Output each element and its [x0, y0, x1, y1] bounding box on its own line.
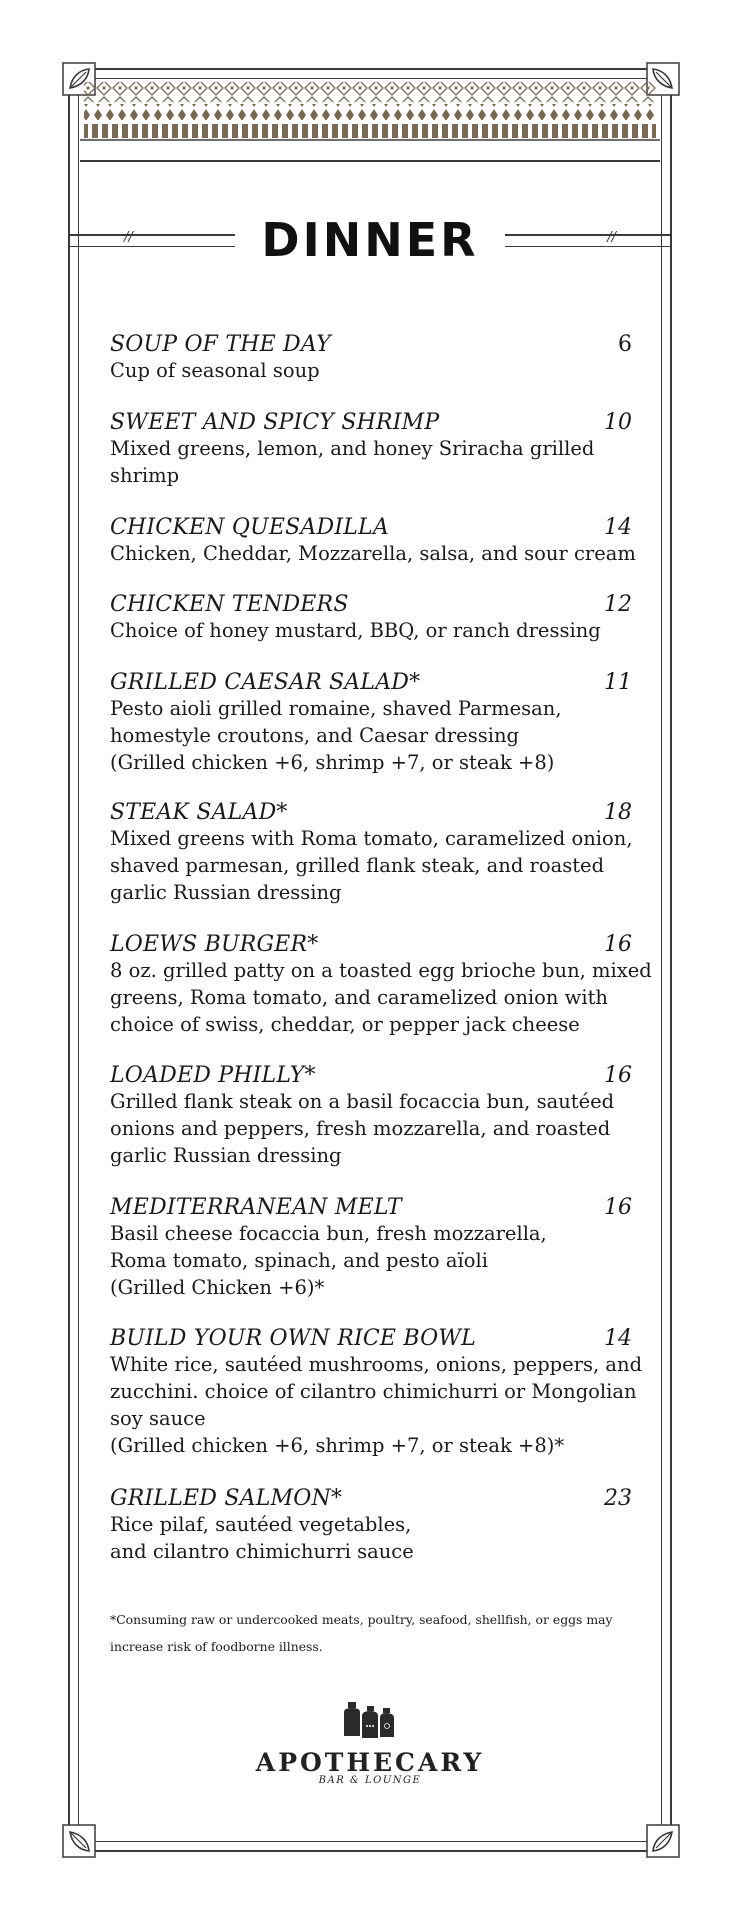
menu-item — [110, 670, 632, 776]
title-block — [68, 210, 672, 270]
brand-tagline: BAR & LOUNGE — [318, 1775, 422, 1786]
item-name: CHICKEN TENDERS — [110, 592, 349, 617]
item-description: White rice, sautéed mushrooms, onions, peppers, and zucchini. choice of cilantro chimichurri or Mongolian soy sauce (Grilled chicken +6, shrimp +7, or steak +8)* — [110, 1353, 643, 1457]
item-description: Rice pilaf, sautéed vegetables, and cilantro chimichurri sauce — [110, 1513, 414, 1563]
item-name: BUILD YOUR OWN RICE BOWL — [110, 1326, 476, 1351]
menu-item — [110, 800, 632, 906]
item-price: 23 — [604, 1486, 632, 1511]
leaf-ornament-icon — [62, 1824, 96, 1858]
slash-ornament-icon: // — [607, 230, 616, 245]
item-price: 6 — [618, 332, 632, 357]
item-description: Mixed greens with Roma tomato, caramelized onion, shaved parmesan, grilled flank steak, and roasted garlic Russian dressing — [110, 827, 633, 904]
item-price: 11 — [604, 670, 632, 695]
page-title: DINNER — [68, 210, 672, 270]
leaf-ornament-icon — [646, 1824, 680, 1858]
item-name: GRILLED CAESAR SALAD* — [110, 670, 421, 695]
item-price: 16 — [604, 1063, 632, 1088]
item-name: LOADED PHILLY* — [110, 1063, 316, 1088]
menu-item — [110, 592, 632, 644]
item-price: 10 — [604, 410, 632, 435]
menu-item — [110, 1486, 632, 1565]
item-description: Mixed greens, lemon, and honey Sriracha grilled shrimp — [110, 437, 595, 487]
brand-logo — [220, 1700, 520, 1790]
menu-item — [110, 515, 636, 567]
item-description: Basil cheese focaccia bun, fresh mozzarella, Roma tomato, spinach, and pesto aïoli (Grilled Chicken +6)* — [110, 1222, 547, 1299]
item-price: 14 — [604, 1326, 632, 1351]
item-price: 12 — [604, 592, 632, 617]
item-description: Chicken, Cheddar, Mozzarella, salsa, and sour cream — [110, 542, 636, 565]
item-description: Cup of seasonal soup — [110, 359, 320, 382]
item-price: 16 — [604, 932, 632, 957]
menu-item — [110, 410, 632, 489]
item-description: 8 oz. grilled patty on a toasted egg brioche bun, mixed greens, Roma tomato, and caramelized onion with choice of swiss, cheddar, or pepper jack cheese — [110, 959, 652, 1036]
item-name: GRILLED SALMON* — [110, 1486, 343, 1511]
band-divider — [80, 160, 660, 162]
item-name: SOUP OF THE DAY — [110, 332, 331, 357]
menu-item — [110, 332, 632, 384]
item-name: SWEET AND SPICY SHRIMP — [110, 410, 440, 435]
menu-item — [110, 1195, 632, 1301]
item-description: Pesto aioli grilled romaine, shaved Parmesan, homestyle croutons, and Caesar dressing (Grilled chicken +6, shrimp +7, or steak +8) — [110, 697, 562, 774]
item-price: 18 — [604, 800, 632, 825]
menu-item — [110, 932, 652, 1038]
item-description: Choice of honey mustard, BBQ, or ranch dressing — [110, 619, 601, 642]
menu-item — [110, 1326, 643, 1459]
bottles-icon — [338, 1700, 402, 1740]
item-name: LOEWS BURGER* — [110, 932, 319, 957]
item-name: CHICKEN QUESADILLA — [110, 515, 389, 540]
item-price: 16 — [604, 1195, 632, 1220]
item-name: STEAK SALAD* — [110, 800, 288, 825]
slash-ornament-icon: // — [124, 230, 133, 245]
item-name: MEDITERRANEAN MELT — [110, 1195, 402, 1220]
item-description: Grilled flank steak on a basil focaccia bun, sautéed onions and peppers, fresh mozzarella, and roasted garlic Russian dressing — [110, 1090, 615, 1167]
header-pattern — [80, 80, 660, 156]
item-price: 14 — [604, 515, 632, 540]
brand-name: APOTHECARY — [255, 1748, 485, 1777]
food-safety-note: *Consuming raw or undercooked meats, poultry, seafood, shellfish, or eggs may increase risk of foodborne illness. — [110, 1612, 613, 1654]
menu-item — [110, 1063, 632, 1169]
